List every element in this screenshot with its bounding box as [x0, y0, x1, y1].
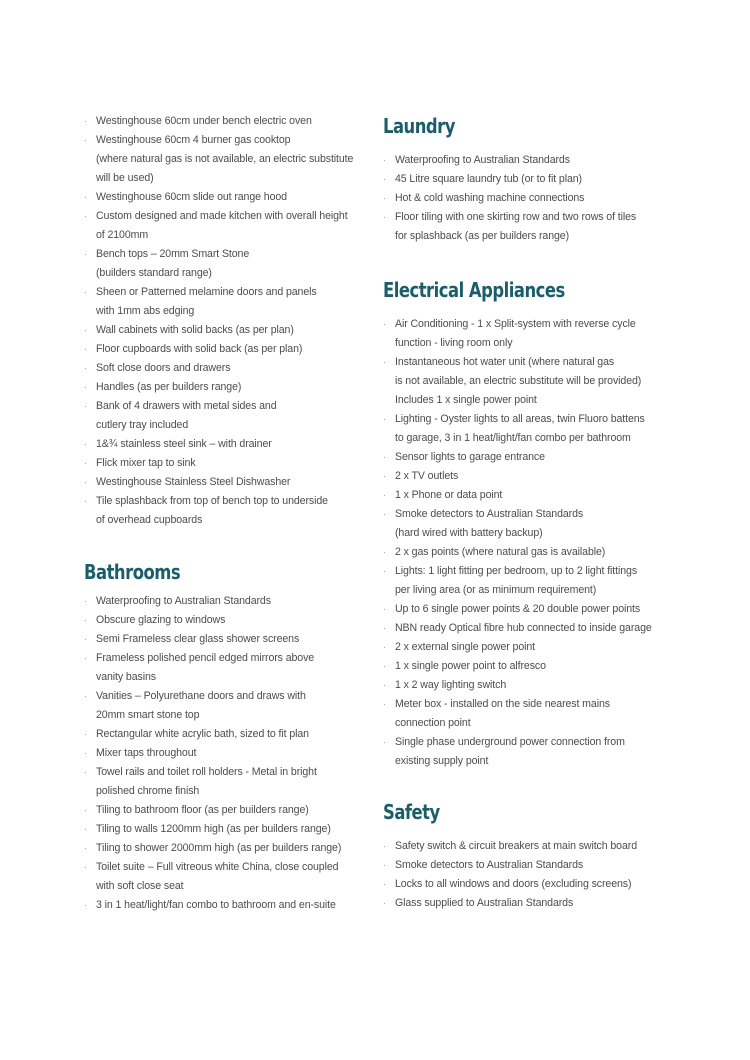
list-item-text: Bank of 4 drawers with metal sides and: [96, 400, 277, 412]
bullet-icon: ·: [383, 642, 386, 652]
list-item-text: Waterproofing to Australian Standards: [395, 154, 570, 166]
bullet-icon: ·: [84, 634, 87, 644]
list-item-text: with soft close seat: [96, 880, 184, 892]
list-item: [84, 630, 341, 649]
bullet-icon: ·: [383, 604, 386, 614]
list-item-text: Safety switch & circuit breakers at main switch board: [395, 840, 637, 852]
electrical-list: [383, 315, 652, 771]
bullet-icon: ·: [383, 661, 386, 671]
list-item-text: is not available, an electric substitute will be provided): [395, 375, 642, 387]
list-item: [84, 131, 353, 188]
bullet-icon: ·: [84, 748, 87, 758]
list-item: [84, 435, 353, 454]
list-item: [383, 856, 637, 875]
list-item: [84, 245, 353, 283]
list-item-text: Tiling to bathroom floor (as per builders range): [96, 804, 309, 816]
bullet-icon: ·: [84, 458, 87, 468]
list-item-text: Flick mixer tap to sink: [96, 457, 196, 469]
list-item-text: Glass supplied to Australian Standards: [395, 897, 574, 909]
list-item-text: Westinghouse 60cm 4 burner gas cooktop: [96, 134, 291, 146]
list-item: [383, 486, 652, 505]
bullet-icon: ·: [84, 496, 87, 506]
list-item-text: Smoke detectors to Australian Standards: [395, 508, 584, 520]
list-item-text: 3 in 1 heat/light/fan combo to bathroom and en-suite: [96, 899, 336, 911]
bullet-icon: ·: [383, 452, 386, 462]
list-item-text: Westinghouse 60cm slide out range hood: [96, 191, 287, 203]
list-item: [383, 676, 652, 695]
list-item: [84, 744, 341, 763]
list-item-text: Handles (as per builders range): [96, 381, 242, 393]
bullet-icon: ·: [383, 566, 386, 576]
list-item: [84, 112, 353, 131]
list-item: [383, 315, 652, 353]
list-item-text: polished chrome finish: [96, 785, 200, 797]
bullet-icon: ·: [383, 841, 386, 851]
bullet-icon: ·: [84, 325, 87, 335]
list-item: [84, 611, 341, 630]
list-item-text: Frameless polished pencil edged mirrors above: [96, 652, 315, 664]
list-item: [84, 454, 353, 473]
bullet-icon: ·: [84, 192, 87, 202]
list-item: [383, 657, 652, 676]
bullet-icon: ·: [383, 737, 386, 747]
list-item-text: Lighting - Oyster lights to all areas, twin Fluoro battens: [395, 413, 645, 425]
bullet-icon: ·: [84, 116, 87, 126]
list-item: [84, 649, 341, 687]
list-item-text: Towel rails and toilet roll holders - Metal in bright: [96, 766, 317, 778]
bullet-icon: ·: [84, 729, 87, 739]
list-item: [84, 340, 353, 359]
bullet-icon: ·: [383, 212, 386, 222]
bullet-icon: ·: [84, 862, 87, 872]
list-item-text: Westinghouse 60cm under bench electric oven: [96, 115, 312, 127]
list-item: [84, 801, 341, 820]
bullet-icon: ·: [383, 193, 386, 203]
bullet-icon: ·: [84, 691, 87, 701]
bullet-icon: ·: [84, 615, 87, 625]
list-item-text: with 1mm abs edging: [96, 305, 195, 317]
list-item: [84, 378, 353, 397]
list-item-text: Bench tops – 20mm Smart Stone: [96, 248, 250, 260]
list-item: [84, 687, 341, 725]
bullet-icon: ·: [383, 699, 386, 709]
list-item: [383, 189, 636, 208]
list-item-text: Semi Frameless clear glass shower screens: [96, 633, 300, 645]
bullet-icon: ·: [383, 860, 386, 870]
list-item-text: 1 x single power point to alfresco: [395, 660, 546, 672]
list-item-text: 1&¾ stainless steel sink – with drainer: [96, 438, 272, 450]
list-item-text: (builders standard range): [96, 267, 212, 279]
list-item-text: NBN ready Optical fibre hub connected to inside garage: [395, 622, 652, 634]
bullet-icon: ·: [383, 174, 386, 184]
bathrooms-heading: Bathrooms: [84, 560, 181, 584]
list-item: [383, 410, 652, 448]
list-item-text: 1 x Phone or data point: [395, 489, 503, 501]
bullet-icon: ·: [84, 824, 87, 834]
list-item-text: Single phase underground power connection from: [395, 736, 625, 748]
list-item: [84, 321, 353, 340]
list-item-text: Mixer taps throughout: [96, 747, 197, 759]
list-item: [383, 170, 636, 189]
list-item-text: of overhead cupboards: [96, 514, 203, 526]
bullet-icon: ·: [84, 900, 87, 910]
list-item: [383, 894, 637, 913]
list-item: [383, 638, 652, 657]
list-item: [84, 207, 353, 245]
bullet-icon: ·: [84, 843, 87, 853]
list-item: [383, 505, 652, 543]
list-item-text: Soft close doors and drawers: [96, 362, 231, 374]
list-item: [383, 695, 652, 733]
list-item: [383, 448, 652, 467]
bullet-icon: ·: [84, 653, 87, 663]
list-item-text: for splashback (as per builders range): [395, 230, 570, 242]
bullet-icon: ·: [84, 805, 87, 815]
list-item: [84, 858, 341, 896]
bullet-icon: ·: [84, 344, 87, 354]
laundry-heading: Laundry: [383, 114, 455, 138]
list-item-text: vanity basins: [96, 671, 156, 683]
list-item-text: Floor cupboards with solid back (as per plan): [96, 343, 303, 355]
bullet-icon: ·: [84, 439, 87, 449]
bullet-icon: ·: [383, 471, 386, 481]
list-item-text: Rectangular white acrylic bath, sized to fit plan: [96, 728, 309, 740]
list-item-text: Custom designed and made kitchen with overall height: [96, 210, 348, 222]
list-item: [84, 725, 341, 744]
list-item: [383, 733, 652, 771]
safety-list: [383, 837, 637, 913]
list-item-text: Includes 1 x single power point: [395, 394, 537, 406]
list-item-text: Sensor lights to garage entrance: [395, 451, 545, 463]
list-item-text: cutlery tray included: [96, 419, 189, 431]
bullet-icon: ·: [383, 547, 386, 557]
list-item-text: Smoke detectors to Australian Standards: [395, 859, 584, 871]
bathrooms-list: [84, 592, 341, 915]
list-item: [84, 283, 353, 321]
bullet-icon: ·: [84, 596, 87, 606]
list-item: [383, 208, 636, 246]
bullet-icon: ·: [383, 490, 386, 500]
list-item: [383, 151, 636, 170]
list-item-text: Tile splashback from top of bench top to underside: [96, 495, 328, 507]
list-item-text: Meter box - installed on the side nearest mains: [395, 698, 610, 710]
list-item-text: 20mm smart stone top: [96, 709, 200, 721]
laundry-list: [383, 151, 636, 246]
list-item-text: to garage, 3 in 1 heat/light/fan combo per bathroom: [395, 432, 631, 444]
list-item-text: Locks to all windows and doors (excluding screens): [395, 878, 632, 890]
list-item: [383, 353, 652, 410]
list-item-text: function - living room only: [395, 337, 513, 349]
list-item-text: Westinghouse Stainless Steel Dishwasher: [96, 476, 291, 488]
list-item-text: Hot & cold washing machine connections: [395, 192, 585, 204]
bullet-icon: ·: [383, 623, 386, 633]
list-item: [84, 473, 353, 492]
kitchen-list: [84, 112, 353, 530]
list-item-text: Vanities – Polyurethane doors and draws with: [96, 690, 306, 702]
list-item-text: Waterproofing to Australian Standards: [96, 595, 271, 607]
list-item-text: Instantaneous hot water unit (where natural gas: [395, 356, 615, 368]
electrical-heading: Electrical Appliances: [383, 278, 565, 302]
safety-heading: Safety: [383, 800, 440, 824]
list-item: [84, 896, 341, 915]
list-item: [383, 837, 637, 856]
list-item-text: Tiling to shower 2000mm high (as per builders range): [96, 842, 342, 854]
bullet-icon: ·: [84, 135, 87, 145]
bullet-icon: ·: [383, 414, 386, 424]
list-item: [84, 763, 341, 801]
list-item: [383, 619, 652, 638]
list-item-text: Lights: 1 light fitting per bedroom, up to 2 light fittings: [395, 565, 638, 577]
list-item-text: Toilet suite – Full vitreous white China, close coupled: [96, 861, 339, 873]
list-item-text: connection point: [395, 717, 471, 729]
bullet-icon: ·: [84, 401, 87, 411]
list-item-text: (hard wired with battery backup): [395, 527, 543, 539]
bullet-icon: ·: [84, 382, 87, 392]
list-item-text: 2 x TV outlets: [395, 470, 459, 482]
list-item-text: per living area (or as minimum requirement): [395, 584, 597, 596]
bullet-icon: ·: [84, 287, 87, 297]
list-item-text: of 2100mm: [96, 229, 149, 241]
list-item-text: will be used): [96, 172, 154, 184]
list-item-text: Tiling to walls 1200mm high (as per builders range): [96, 823, 331, 835]
list-item: [383, 562, 652, 600]
bullet-icon: ·: [383, 155, 386, 165]
list-item-text: Obscure glazing to windows: [96, 614, 226, 626]
bullet-icon: ·: [84, 211, 87, 221]
list-item: [383, 543, 652, 562]
list-item: [383, 875, 637, 894]
list-item: [84, 839, 341, 858]
list-item-text: Floor tiling with one skirting row and two rows of tiles: [395, 211, 637, 223]
list-item-text: 1 x 2 way lighting switch: [395, 679, 507, 691]
bullet-icon: ·: [84, 477, 87, 487]
list-item-text: 2 x external single power point: [395, 641, 535, 653]
list-item-text: 2 x gas points (where natural gas is available): [395, 546, 606, 558]
bullet-icon: ·: [84, 249, 87, 259]
list-item: [383, 467, 652, 486]
list-item-text: Sheen or Patterned melamine doors and panels: [96, 286, 317, 298]
list-item: [383, 600, 652, 619]
bullet-icon: ·: [383, 509, 386, 519]
bullet-icon: ·: [383, 680, 386, 690]
list-item-text: existing supply point: [395, 755, 489, 767]
bullet-icon: ·: [383, 319, 386, 329]
list-item: [84, 820, 341, 839]
list-item-text: 45 Litre square laundry tub (or to fit plan): [395, 173, 582, 185]
list-item-text: Wall cabinets with solid backs (as per plan): [96, 324, 294, 336]
bullet-icon: ·: [84, 767, 87, 777]
list-item: [84, 359, 353, 378]
list-item-text: (where natural gas is not available, an electric substitute: [96, 153, 354, 165]
list-item: [84, 397, 353, 435]
bullet-icon: ·: [84, 363, 87, 373]
list-item-text: Air Conditioning - 1 x Split-system with reverse cycle: [395, 318, 636, 330]
list-item: [84, 188, 353, 207]
list-item-text: Up to 6 single power points & 20 double power points: [395, 603, 641, 615]
bullet-icon: ·: [383, 357, 386, 367]
list-item: [84, 492, 353, 530]
bullet-icon: ·: [383, 879, 386, 889]
bullet-icon: ·: [383, 898, 386, 908]
list-item: [84, 592, 341, 611]
